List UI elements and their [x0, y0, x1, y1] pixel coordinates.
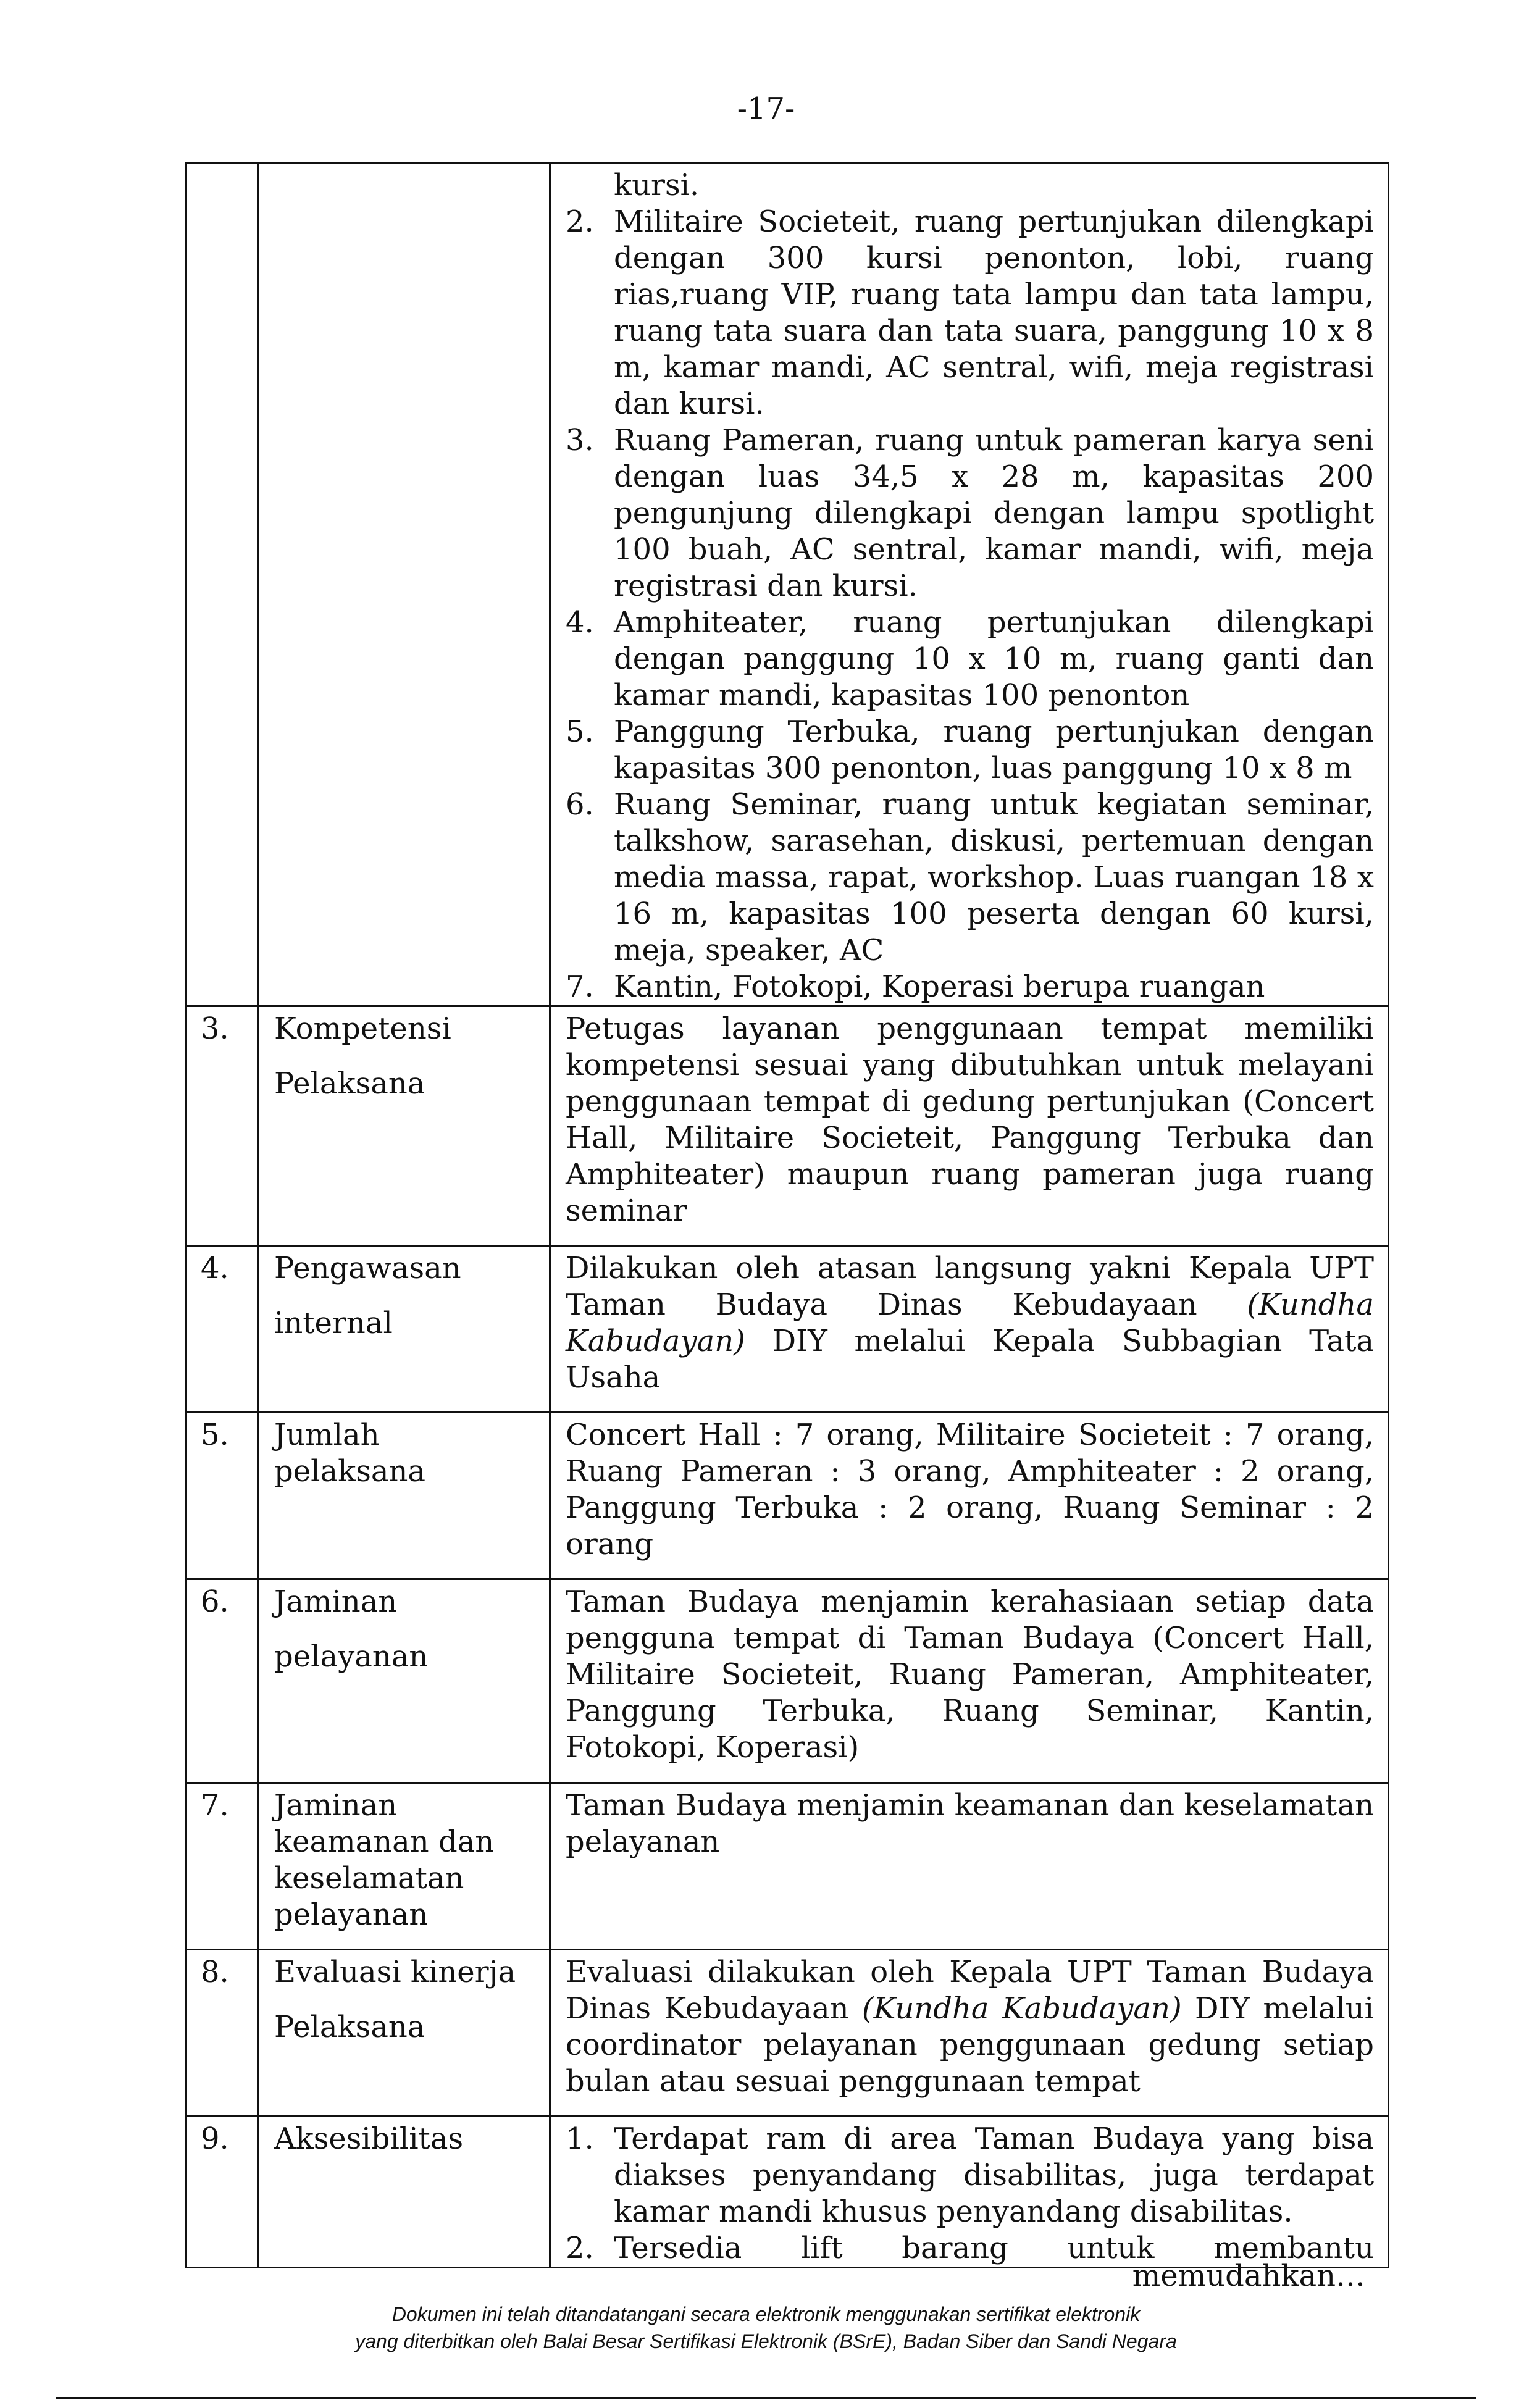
row-number: 3.	[186, 1006, 259, 1246]
list-item: 2. Tersedia lift barang untuk membantu	[566, 2231, 1374, 2265]
page-number: -17-	[737, 91, 795, 126]
facility-list	[566, 204, 1374, 1005]
row-label: Jumlah pelaksana	[259, 1413, 550, 1579]
row-value: Taman Budaya menjamin kerahasiaan setiap data pengguna tempat di Taman Budaya (Concert Hall, Militaire Societeit, Ruang Pameran, Amphiteater, Panggung Terbuka, Ruang Seminar, Kantin, Fotokopi, Koperasi)	[550, 1579, 1389, 1783]
list-item: 1. Terdapat ram di area Taman Budaya yang bisa diakses penyandang disabilitas, juga terdapat kamar mandi khusus penyandang disabilitas.	[566, 2122, 1374, 2229]
next-page-catchword: memudahkan…	[1132, 2259, 1365, 2293]
row-number: 7.	[186, 1783, 259, 1950]
row-number: 5.	[186, 1413, 259, 1579]
footer-divider	[56, 2397, 1476, 2399]
row-label: Evaluasi kinerja Pelaksana	[259, 1950, 550, 2117]
row-label: Jaminan pelayanan	[259, 1579, 550, 1783]
table-row	[186, 1783, 1389, 1950]
table-row	[186, 1006, 1389, 1246]
row-value: Dilakukan oleh atasan langsung yakni Kepala UPT Taman Budaya Dinas Kebudayaan (Kundha Kabudayan) DIY melalui Kepala Subbagian Tata Usaha	[550, 1246, 1389, 1413]
table-row	[186, 1246, 1389, 1413]
row-number: 6.	[186, 1579, 259, 1783]
table-row	[186, 1950, 1389, 2117]
row-label: Pengawasan internal	[259, 1246, 550, 1413]
list-item: 4. Amphiteater, ruang pertunjukan dilengkapi dengan panggung 10 x 10 m, ruang ganti dan kamar mandi, kapasitas 100 penonton	[566, 605, 1374, 713]
row-number: 4.	[186, 1246, 259, 1413]
row-label: Kompetensi Pelaksana	[259, 1006, 550, 1246]
table-row	[186, 1413, 1389, 1579]
accessibility-list	[566, 2121, 1374, 2267]
table-row	[186, 1579, 1389, 1783]
footer-line: yang diterbitkan oleh Balai Besar Sertifikasi Elektronik (BSrE), Badan Siber dan Sandi Negara	[355, 2330, 1177, 2352]
row-label: Aksesibilitas	[259, 2117, 550, 2268]
list-item: 2. Militaire Societeit, ruang pertunjukan dilengkapi dengan 300 kursi penonton, lobi, ruang rias,ruang VIP, ruang tata lampu dan tata lampu, ruang tata suara dan tata suara, panggung 10 x 8 m, kamar mandi, AC sentral, wifi, meja registrasi dan kursi.	[566, 204, 1374, 421]
row-number: 9.	[186, 2117, 259, 2268]
row-number: 8.	[186, 1950, 259, 2117]
table-row	[186, 163, 1389, 1006]
row-label: Jaminan keamanan dan keselamatan pelayanan	[259, 1783, 550, 1950]
table-row	[186, 2117, 1389, 2268]
row-value	[550, 2117, 1389, 2268]
row-value: Concert Hall : 7 orang, Militaire Societeit : 7 orang, Ruang Pameran : 3 orang, Amphiteater : 2 orang, Panggung Terbuka : 2 orang, Ruang Seminar : 2 orang	[550, 1413, 1389, 1579]
row-value: Petugas layanan penggunaan tempat memiliki kompetensi sesuai yang dibutuhkan untuk melayani penggunaan tempat di gedung pertunjukan (Concert Hall, Militaire Societeit, Panggung Terbuka dan Amphiteater) maupun ruang pameran juga ruang seminar	[550, 1006, 1389, 1246]
list-item: 3. Ruang Pameran, ruang untuk pameran karya seni dengan luas 34,5 x 28 m, kapasitas 200 pengunjung dilengkapi dengan lampu spotlight 100 buah, AC sentral, kamar mandi, wifi, meja registrasi dan kursi.	[566, 423, 1374, 603]
footer-line: Dokumen ini telah ditandatangani secara elektronik menggunakan sertifikat elektronik	[391, 2303, 1141, 2325]
service-standard-table	[185, 162, 1389, 2268]
row-value: Taman Budaya menjamin keamanan dan keselamatan pelayanan	[550, 1783, 1389, 1950]
e-signature-footer	[0, 2301, 1532, 2355]
list-item: 7. Kantin, Fotokopi, Koperasi berupa ruangan	[566, 969, 1265, 1004]
row-value	[550, 163, 1389, 1006]
row-number	[186, 163, 259, 1006]
list-item: 6. Ruang Seminar, ruang untuk kegiatan seminar, talkshow, sarasehan, diskusi, pertemuan dengan media massa, rapat, workshop. Luas ruangan 18 x 16 m, kapasitas 100 peserta dengan 60 kursi, meja, speaker, AC	[566, 787, 1374, 968]
list-item: 5. Panggung Terbuka, ruang pertunjukan dengan kapasitas 300 penonton, luas panggung 10 x 8 m	[566, 714, 1374, 785]
row-value: Evaluasi dilakukan oleh Kepala UPT Taman Budaya Dinas Kebudayaan (Kundha Kabudayan) DIY melalui coordinator pelayanan penggunaan gedung setiap bulan atau sesuai penggunaan tempat	[550, 1950, 1389, 2117]
continuation-text: kursi.	[614, 168, 700, 203]
row-label	[259, 163, 550, 1006]
